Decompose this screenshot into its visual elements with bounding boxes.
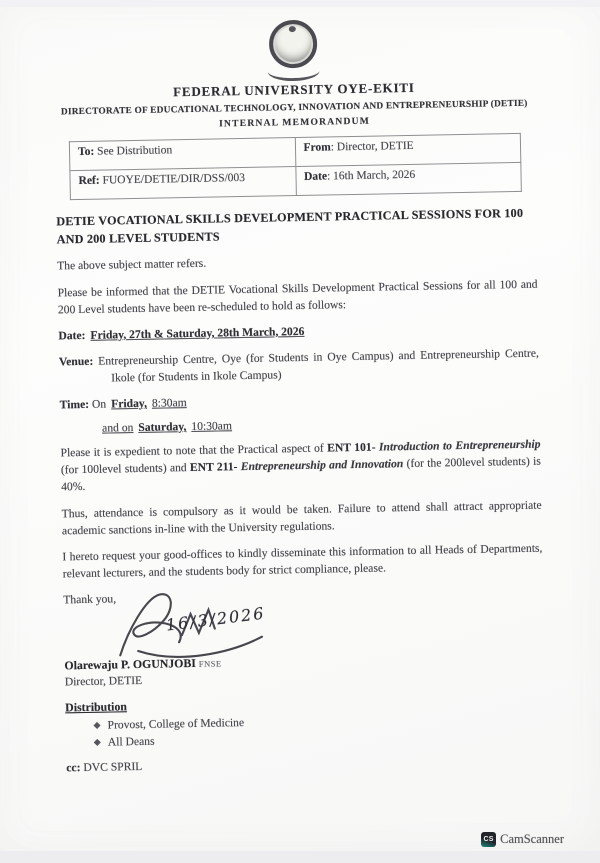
paragraph-refers: The above subject matter refers. [57, 257, 207, 273]
university-logo [53, 16, 534, 81]
directorate-name: DIRECTORATE OF EDUCATIONAL TECHNOLOGY, INNOVATION AND ENTREPRENEURSHIP (DETIE) [60, 98, 528, 118]
date-label: Date [303, 170, 328, 183]
to-cell [69, 138, 295, 171]
camscanner-icon: CS [481, 832, 496, 847]
time-saturday: Saturday, [138, 420, 187, 435]
distribution-heading: Distribution [65, 699, 127, 715]
ref-value: FUOYE/DETIE/DIR/DSS/003 [99, 171, 246, 187]
handwritten-date: 16/3/2026 [164, 603, 267, 635]
time-line-saturday [102, 414, 540, 435]
time-line-friday [60, 390, 540, 412]
memo-subject: DETIE VOCATIONAL SKILLS DEVELOPMENT PRACTICAL SESSIONS FOR 100 AND 200 LEVEL STUDENTS [56, 205, 524, 247]
to-label: To: [77, 145, 95, 159]
venue-line [59, 344, 540, 387]
university-seal-icon [269, 20, 318, 69]
time-label: Time: [59, 398, 90, 412]
date-value: : 16th March, 2026 [326, 168, 416, 183]
from-value: : Director, DETIE [330, 139, 414, 154]
from-label: From [303, 141, 331, 154]
closing-line: Thank you, [63, 592, 117, 607]
scan-edge-bottom [0, 851, 600, 863]
paragraph-courses: Please it is expedient to note that the Practical aspect of ENT 101- Introduction to Entrepreneurship (for 100level students) and ENT 211- Entrepreneurship and Innovation (for the 200level students) is 40%. [60, 437, 541, 494]
ent101-title: Introduction to Entrepreneurship [375, 437, 541, 454]
cc-line [66, 753, 546, 775]
signature-block [63, 604, 544, 657]
cc-label: cc: [66, 761, 81, 775]
ent101-code: ENT 101- [327, 440, 376, 455]
signatory-suffix: FNSE [198, 658, 222, 670]
ref-cell [70, 167, 296, 200]
paragraph-request: I hereto request your good-offices to kindly disseminate this information to all Heads of Departments, relevant lecturers, and the students body for strict compliance, please. [62, 541, 543, 581]
bullet-icon: ◆ [93, 736, 101, 748]
logo-base-curve [268, 69, 320, 82]
memo-meta-table [69, 133, 522, 200]
time-on: On [88, 397, 107, 412]
list-item: ◆ Provost, College of Medicine [93, 716, 245, 732]
list-item: ◆ All Deans [93, 734, 155, 749]
ent211-title: Entrepreneurship and Innovation [237, 457, 404, 474]
from-cell [295, 133, 521, 166]
camscanner-label: CamScanner [500, 832, 564, 846]
time-saturday-value: 10:30am [191, 419, 233, 434]
signatory-name: Olarewaju P. OGUNJOBI FNSE [64, 656, 222, 673]
schedule-date-label: Date: [58, 328, 86, 343]
time-friday-value: 8:30am [151, 396, 187, 410]
bullet-icon: ◆ [93, 719, 101, 731]
paragraph-intro: Please be informed that the DETIE Vocational Skills Development Practical Sessions for all 100 and 200 Level students have been re-scheduled to hold as follows: [57, 277, 538, 317]
schedule-date-line [58, 320, 538, 342]
memo-type-heading: INTERNAL MEMORANDUM [218, 115, 371, 130]
date-cell [295, 162, 521, 195]
cc-value: DVC SPRIL [80, 760, 143, 775]
to-value: See Distribution [94, 144, 173, 158]
schedule-date-value: Friday, 27th & Saturday, 28th March, 2026 [90, 324, 305, 342]
signatory-title: Director, DETIE [64, 674, 143, 689]
ref-label: Ref: [78, 174, 100, 188]
venue-label: Venue: [58, 354, 94, 369]
university-name: FEDERAL UNIVERSITY OYE-EKITI [173, 79, 415, 100]
paragraph-attendance: Thus, attendance is compulsory as it would be taken. Failure to attend shall attract appropriate academic sanctions in-line with the University regulations. [61, 498, 542, 538]
camscanner-badge [481, 832, 564, 847]
ent211-code: ENT 211- [189, 460, 238, 475]
time-and-on: and on [101, 421, 134, 435]
time-friday: Friday, [111, 396, 148, 411]
venue-value: Entrepreneurship Centre, Oye (for Students in Oye Campus) and Entrepreneurship Centre, Ikole (for Students in Ikole Campus) [93, 346, 539, 385]
